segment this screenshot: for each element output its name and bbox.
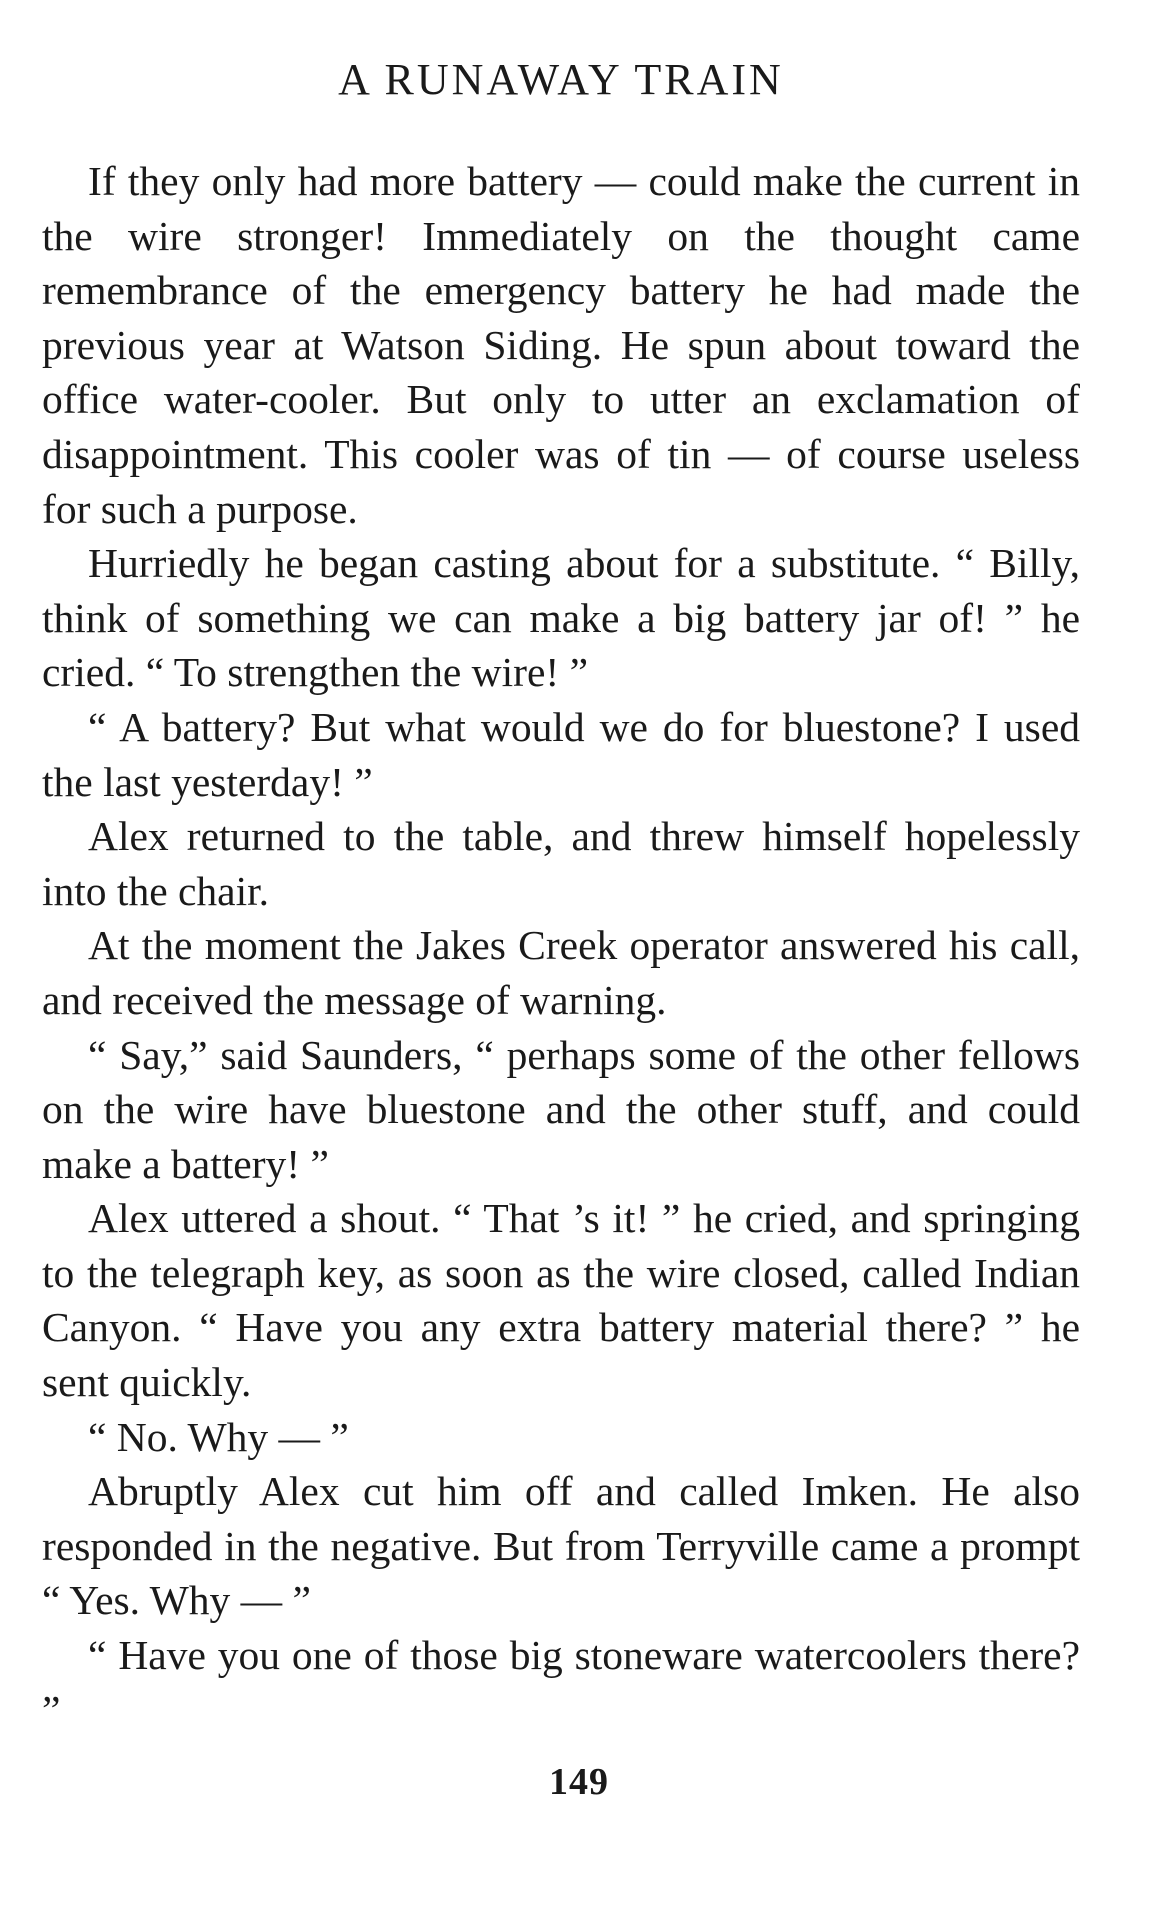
paragraph: Abruptly Alex cut him off and called Imken. He also responded in the negative. But from Terryville came a prompt “ Yes. Why — ” bbox=[42, 1468, 1080, 1624]
paragraph: Hurriedly he began casting about for a substitute. “ Billy, think of something we can make a big battery jar of! ” he cried. “ To strengthen the wire! ” bbox=[42, 540, 1080, 696]
paragraph: “ Have you one of those big stoneware watercoolers there? ” bbox=[42, 1632, 1080, 1733]
paragraph: At the moment the Jakes Creek operator answered his call, and received the message of warning. bbox=[42, 922, 1080, 1023]
body-text bbox=[42, 154, 1080, 1737]
paragraph: Alex uttered a shout. “ That ’s it! ” he cried, and springing to the telegraph key, as soon as the wire closed, called Indian Canyon. “ Have you any extra battery material there? ” he sent quickly. bbox=[42, 1195, 1080, 1406]
paragraph: “ Say,” said Saunders, “ perhaps some of the other fellows on the wire have bluestone and the other stuff, and could make a battery! ” bbox=[42, 1031, 1080, 1187]
book-page bbox=[42, 40, 1080, 1737]
paragraph: Alex returned to the table, and threw himself hopelessly into the chair. bbox=[42, 813, 1080, 914]
paragraph: “ A battery? But what would we do for bluestone? I used the last yesterday! ” bbox=[42, 703, 1080, 805]
page-number: 149 bbox=[549, 1761, 609, 1803]
paragraph: If they only had more battery — could make the current in the wire stronger! Immediately on the thought came remembrance of the emergency battery he had made the previous year at Watson Siding. He spun about toward the office water-cooler. But only to utter an exclamation of disappointment. This cooler was of tin — of course useless for such a purpose. bbox=[42, 158, 1080, 532]
running-head: A RUNAWAY TRAIN bbox=[338, 55, 784, 104]
paragraph: “ No. Why — ” bbox=[88, 1413, 349, 1460]
